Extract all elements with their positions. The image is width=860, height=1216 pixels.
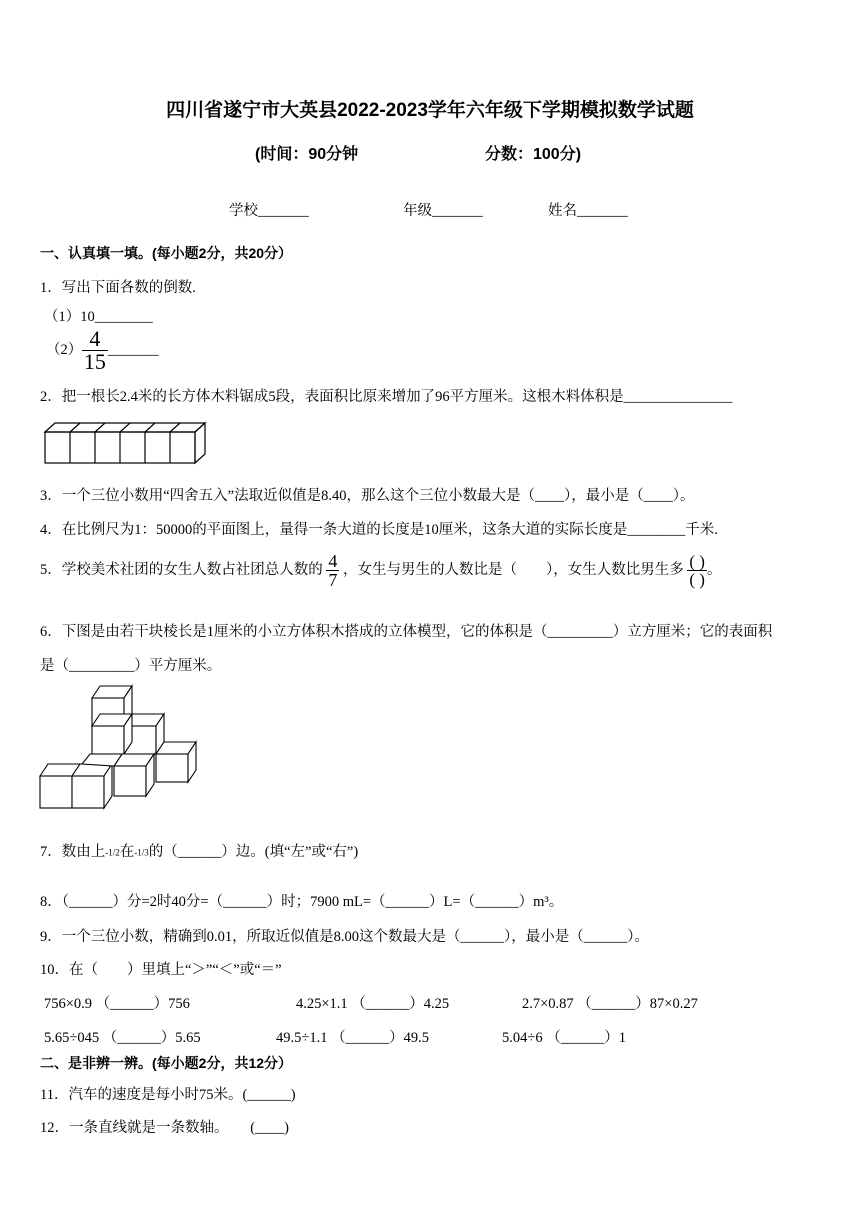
question-6-line-1: 6．下图是由若干块棱长是1厘米的小立方体积木搭成的立体模型，它的体积是（_________）立方厘米；它的表面积: [40, 624, 773, 640]
fraction-numerator: 4: [328, 551, 338, 571]
q10-item: 5.65÷045 （______）5.65: [44, 1030, 201, 1046]
fraction-denominator: 7: [328, 570, 338, 590]
fraction-4-15: [82, 328, 108, 373]
blank-denominator: ( ): [689, 570, 705, 589]
fraction-denominator: 15: [83, 349, 106, 374]
question-12: 12．一条直线就是一条数轴。 (____): [40, 1120, 289, 1136]
question-1: 1．写出下面各数的倒数.: [40, 280, 196, 296]
cube: [72, 764, 112, 808]
q10-item: 2.7×0.87 （______）87×0.27: [522, 996, 698, 1012]
q1-2-prefix: （2）: [46, 341, 83, 358]
question-5: [40, 552, 721, 589]
name-field: 姓名_______: [548, 203, 628, 219]
q10-item: 5.04÷6 （______）1: [502, 1030, 626, 1046]
q7-text-a: 7．数由上: [40, 844, 106, 860]
time-label: (时间：90分钟: [255, 146, 359, 163]
page-title: 四川省遂宁市大英县2022-2023学年六年级下学期模拟数学试题: [166, 100, 694, 121]
q10-item: 49.5÷1.1 （______）49.5: [276, 1030, 429, 1046]
cube: [114, 754, 154, 796]
school-field: 学校_______: [229, 203, 309, 219]
blank-numerator: ( ): [689, 552, 705, 571]
question-11: 11．汽车的速度是每小时75米。(______): [40, 1087, 296, 1103]
grade-field: 年级_______: [403, 203, 483, 219]
question-8: 8．（______）分=2时40分=（______）时；7900 mL=（______）L=（______）m³。: [40, 894, 564, 910]
question-10: 10．在（ ）里填上“＞”“＜”或“＝”: [40, 962, 282, 978]
question-6-line-2: 是（_________）平方厘米。: [40, 658, 222, 674]
q7-fraction-2: -1/3: [134, 847, 149, 858]
score-label: 分数：100分): [485, 146, 582, 163]
question-3: 3．一个三位小数用“四舍五入”法取近似值是8.40，那么这个三位小数最大是（____），最小是（____）。: [40, 488, 695, 504]
cube: [92, 714, 132, 754]
cube-model-figure: [38, 682, 208, 812]
fraction-4-7: [326, 552, 339, 589]
cube: [156, 742, 196, 782]
board-side-face: [195, 423, 205, 463]
q5-text-b: ，女生与男生的人数比是（ ），女生人数比男生多: [343, 561, 684, 578]
question-1-part-1: （1）10________: [44, 309, 153, 325]
q10-item: 4.25×1.1 （______）4.25: [296, 996, 450, 1012]
q5-text-a: 5．学校美术社团的女生人数占社团总人数的: [40, 561, 323, 578]
section-2-heading: 二、是非辨一辨。(每小题2分，共12分）: [40, 1055, 293, 1071]
question-4: 4．在比例尺为1：50000的平面图上，量得一条大道的长度是10厘米，这条大道的实际长度是________千米.: [40, 522, 718, 538]
question-9: 9．一个三位小数，精确到0.01，所取近似值是8.00这个数最大是（______），最小是（______）。: [40, 929, 649, 945]
section-1-heading: 一、认真填一填。(每小题2分，共20分）: [40, 245, 293, 261]
fraction-numerator: 4: [82, 328, 108, 351]
q1-2-blank: _______: [107, 341, 159, 358]
q10-item: 756×0.9 （______）756: [44, 996, 190, 1012]
question-1-part-2: [46, 328, 159, 373]
question-2: 2．把一根长2.4米的长方体木料锯成5段，表面积比原来增加了96平方厘米。这根木料体积是_______________: [40, 389, 733, 405]
q5-end: 。: [706, 561, 722, 578]
q7-text-mid: 在: [119, 844, 135, 860]
question-7: [40, 840, 358, 861]
q7-text-b: 的（______）边。(填“左”或“右”): [148, 844, 359, 860]
q7-fraction-1: -1/2: [105, 847, 120, 858]
wood-board-figure: [40, 420, 210, 466]
blank-fraction: [687, 553, 707, 588]
